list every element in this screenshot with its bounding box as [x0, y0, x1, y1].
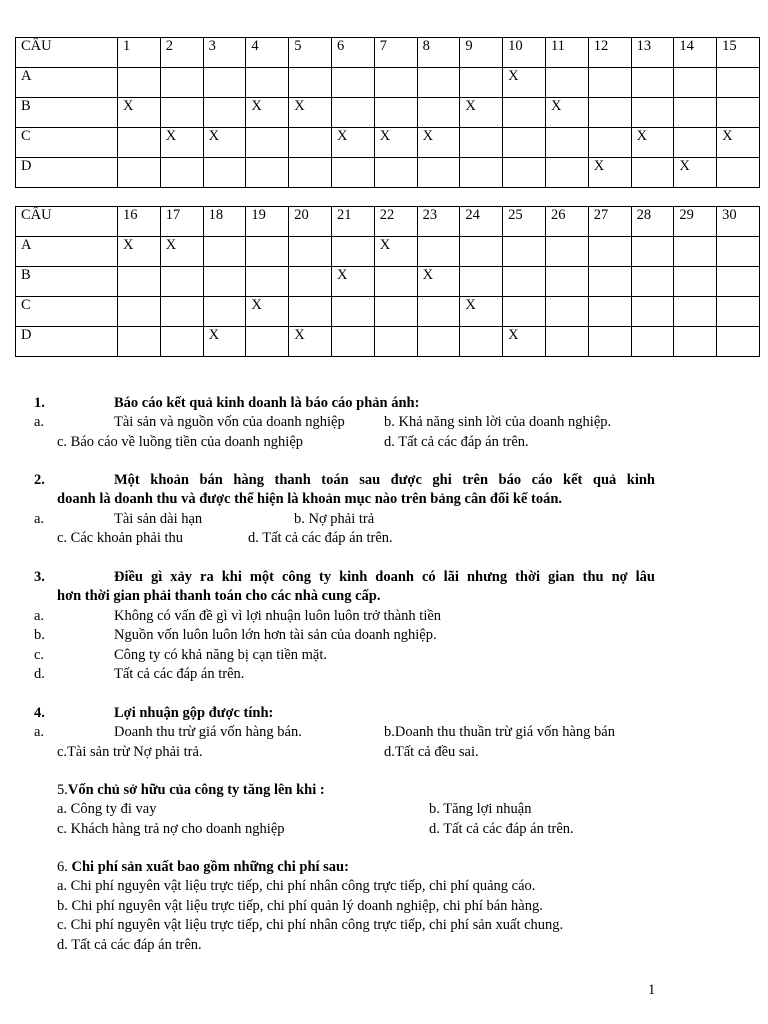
- answer-cell: [289, 158, 332, 188]
- table-row: [16, 98, 760, 128]
- header-cell: CÂU: [16, 207, 118, 237]
- answer-cell: [588, 327, 631, 357]
- option-b: b. Khả năng sinh lời của doanh nghiệp.: [384, 414, 612, 431]
- header-cell: 23: [417, 207, 460, 237]
- question-number: 6.: [57, 859, 68, 875]
- answer-cell: X: [246, 297, 289, 327]
- question-number: 3.: [34, 569, 45, 585]
- row-label-cell: C: [16, 297, 118, 327]
- answer-cell: [588, 98, 631, 128]
- answer-cell: X: [160, 237, 203, 267]
- answer-cell: X: [460, 297, 503, 327]
- header-cell: 30: [717, 207, 760, 237]
- answer-cell: [331, 297, 374, 327]
- table-row: [16, 68, 760, 98]
- header-cell: 25: [503, 207, 546, 237]
- answer-cell: [203, 158, 246, 188]
- question-5: [0, 781, 768, 839]
- row-label-cell: A: [16, 237, 118, 267]
- option-a: a. Chi phí nguyên vật liệu trực tiếp, chi phí nhân công trực tiếp, chi phí quảng cáo.: [57, 878, 536, 895]
- answer-cell: [545, 158, 588, 188]
- header-cell: 6: [331, 38, 374, 68]
- option-d: d. Tất cả các đáp án trên.: [57, 936, 202, 953]
- answer-cell: [289, 68, 332, 98]
- question-heading: [57, 781, 325, 800]
- option-c: c. Báo cáo về luồng tiền của doanh nghiệp: [57, 433, 304, 450]
- answer-cell: [503, 158, 546, 188]
- answer-cell: X: [674, 158, 717, 188]
- answer-cell: [118, 158, 161, 188]
- answer-cell: [545, 327, 588, 357]
- question-2: [0, 471, 768, 549]
- answer-cell: [289, 267, 332, 297]
- question-1: [0, 394, 768, 452]
- answer-cell: [203, 68, 246, 98]
- table-row: [16, 237, 760, 267]
- answer-cell: [674, 98, 717, 128]
- answer-cell: [631, 158, 674, 188]
- answer-cell: [460, 267, 503, 297]
- table-header-row: [16, 207, 760, 237]
- answer-cell: [289, 297, 332, 327]
- row-label-cell: C: [16, 128, 118, 158]
- header-cell: 2: [160, 38, 203, 68]
- answer-cell: [160, 297, 203, 327]
- question-text: Lợi nhuận gộp được tính:: [114, 705, 274, 721]
- answer-cell: [374, 68, 417, 98]
- answer-cell: [460, 237, 503, 267]
- option-a: a. Công ty đi vay: [57, 801, 157, 818]
- answer-cell: [246, 267, 289, 297]
- answer-cell: X: [503, 327, 546, 357]
- answer-cell: X: [118, 98, 161, 128]
- answer-table-2: [15, 206, 760, 357]
- answer-cell: [717, 327, 760, 357]
- answer-cell: [331, 158, 374, 188]
- answer-cell: [503, 237, 546, 267]
- answer-cell: [160, 327, 203, 357]
- option-d: Tất cả các đáp án trên.: [114, 665, 245, 682]
- answer-cell: X: [246, 98, 289, 128]
- answer-cell: [203, 267, 246, 297]
- answer-cell: [246, 68, 289, 98]
- header-cell: 11: [545, 38, 588, 68]
- header-cell: CÂU: [16, 38, 118, 68]
- question-number: 2.: [34, 472, 45, 488]
- option-label: a.: [34, 724, 45, 741]
- answer-cell: [331, 68, 374, 98]
- header-cell: 12: [588, 38, 631, 68]
- answer-cell: [160, 68, 203, 98]
- header-cell: 9: [460, 38, 503, 68]
- row-label-cell: A: [16, 68, 118, 98]
- answer-cell: [674, 327, 717, 357]
- answer-cell: [717, 237, 760, 267]
- answer-cell: [631, 98, 674, 128]
- question-text-line-1: Điều gì xảy ra khi một công ty kinh doanh có lãi nhưng thời gian thu nợ lâu: [114, 569, 655, 585]
- answer-cell: [631, 267, 674, 297]
- answer-cell: [717, 267, 760, 297]
- answer-cell: [631, 237, 674, 267]
- answer-cell: X: [545, 98, 588, 128]
- option-b: b. Nợ phải trả: [294, 510, 375, 527]
- answer-cell: [674, 237, 717, 267]
- question-3: [0, 568, 768, 684]
- option-d: d. Tất cả các đáp án trên.: [429, 820, 574, 837]
- table-row: [16, 297, 760, 327]
- answer-cell: [545, 297, 588, 327]
- option-label: a.: [34, 510, 45, 527]
- answer-cell: [588, 237, 631, 267]
- header-cell: 22: [374, 207, 417, 237]
- answer-cell: [331, 237, 374, 267]
- question-text-line-2: doanh là doanh thu và được thể hiện là khoản mục nào trên bảng cân đối kế toán.: [57, 491, 563, 508]
- row-label-cell: D: [16, 158, 118, 188]
- answer-cell: [118, 297, 161, 327]
- answer-cell: [460, 327, 503, 357]
- answer-cell: [460, 68, 503, 98]
- option-a: Tài sản dài hạn: [114, 510, 203, 527]
- answer-cell: [631, 327, 674, 357]
- page-number: 1: [648, 982, 656, 998]
- answer-cell: [417, 327, 460, 357]
- answer-cell: [717, 297, 760, 327]
- header-cell: 15: [717, 38, 760, 68]
- answer-cell: X: [160, 128, 203, 158]
- answer-cell: [631, 297, 674, 327]
- answer-cell: X: [203, 327, 246, 357]
- answer-cell: X: [417, 267, 460, 297]
- table-row: [16, 327, 760, 357]
- answer-cell: [289, 237, 332, 267]
- answer-cell: [588, 68, 631, 98]
- question-6: [0, 858, 768, 955]
- option-c: c.Tài sản trừ Nợ phải trả.: [57, 743, 203, 760]
- question-number: 5.: [57, 782, 68, 798]
- question-number: 4.: [34, 705, 45, 721]
- answer-cell: X: [460, 98, 503, 128]
- table-row: [16, 158, 760, 188]
- answer-cell: X: [289, 98, 332, 128]
- answer-cell: [460, 158, 503, 188]
- answer-cell: [503, 128, 546, 158]
- answer-cell: [417, 68, 460, 98]
- answer-cell: [545, 68, 588, 98]
- answer-cell: [374, 267, 417, 297]
- header-cell: 8: [417, 38, 460, 68]
- option-label: b.: [34, 627, 45, 644]
- answer-cell: [674, 297, 717, 327]
- option-c: Công ty có khả năng bị cạn tiền mặt.: [114, 646, 328, 663]
- answer-cell: [588, 128, 631, 158]
- header-cell: 29: [674, 207, 717, 237]
- header-cell: 28: [631, 207, 674, 237]
- header-cell: 26: [545, 207, 588, 237]
- header-cell: 3: [203, 38, 246, 68]
- option-c: c. Các khoản phải thu: [57, 530, 184, 547]
- header-cell: 19: [246, 207, 289, 237]
- option-d: d. Tất cả các đáp án trên.: [384, 433, 529, 450]
- answer-cell: [417, 237, 460, 267]
- answer-cell: [246, 237, 289, 267]
- header-cell: 5: [289, 38, 332, 68]
- header-cell: 13: [631, 38, 674, 68]
- answer-cell: [331, 327, 374, 357]
- answer-cell: [717, 68, 760, 98]
- answer-cell: [203, 98, 246, 128]
- answer-cell: [246, 327, 289, 357]
- answer-cell: [160, 98, 203, 128]
- answer-cell: [118, 128, 161, 158]
- row-label-cell: B: [16, 98, 118, 128]
- answer-cell: [118, 267, 161, 297]
- header-cell: 20: [289, 207, 332, 237]
- question-text-line-1: Một khoản bán hàng thanh toán sau được ghi trên báo cáo kết quả kinh: [114, 472, 655, 488]
- table-row: [16, 267, 760, 297]
- answer-cell: [417, 158, 460, 188]
- option-d: d.Tất cả đều sai.: [384, 743, 479, 760]
- option-b: Nguồn vốn luôn luôn lớn hơn tài sản của doanh nghiệp.: [114, 627, 437, 644]
- answer-cell: [588, 267, 631, 297]
- answer-cell: [503, 267, 546, 297]
- answer-cell: X: [118, 237, 161, 267]
- answer-cell: [674, 128, 717, 158]
- answer-cell: [203, 237, 246, 267]
- row-label-cell: B: [16, 267, 118, 297]
- option-label: d.: [34, 665, 45, 682]
- answer-cell: X: [374, 128, 417, 158]
- answer-cell: [674, 267, 717, 297]
- question-heading: [57, 858, 349, 877]
- answer-cell: [674, 68, 717, 98]
- question-text: Chi phí sản xuất bao gồm những chi phí sau:: [71, 859, 349, 875]
- answer-cell: [203, 297, 246, 327]
- answer-cell: [374, 158, 417, 188]
- table-header-row: [16, 38, 760, 68]
- header-cell: 27: [588, 207, 631, 237]
- header-cell: 21: [331, 207, 374, 237]
- answer-cell: [545, 267, 588, 297]
- question-text: Báo cáo kết quả kinh doanh là báo cáo phản ánh:: [114, 395, 420, 411]
- header-cell: 1: [118, 38, 161, 68]
- table-row: [16, 128, 760, 158]
- header-cell: 16: [118, 207, 161, 237]
- answer-cell: [246, 128, 289, 158]
- option-d: d. Tất cả các đáp án trên.: [248, 530, 393, 547]
- answer-cell: [588, 297, 631, 327]
- header-cell: 10: [503, 38, 546, 68]
- answer-cell: [289, 128, 332, 158]
- question-number: 1.: [34, 395, 45, 411]
- header-cell: 24: [460, 207, 503, 237]
- answer-table-1: [15, 37, 760, 188]
- header-cell: 7: [374, 38, 417, 68]
- answer-cell: [374, 297, 417, 327]
- option-c: c. Chi phí nguyên vật liệu trực tiếp, chi phí nhân công trực tiếp, chi phí sản xuất chung.: [57, 917, 564, 934]
- option-b: b.Doanh thu thuần trừ giá vốn hàng bán: [384, 724, 615, 741]
- option-label: a.: [34, 607, 45, 624]
- answer-cell: [160, 158, 203, 188]
- answer-cell: [717, 98, 760, 128]
- answer-cell: [246, 158, 289, 188]
- answer-cell: [460, 128, 503, 158]
- answer-cell: [118, 327, 161, 357]
- option-label: c.: [34, 646, 45, 663]
- option-b: b. Tăng lợi nhuận: [429, 801, 532, 818]
- option-c: c. Khách hàng trả nợ cho doanh nghiệp: [57, 820, 285, 837]
- answer-cell: X: [331, 267, 374, 297]
- option-label: a.: [34, 414, 45, 431]
- option-a: Doanh thu trừ giá vốn hàng bán.: [114, 724, 302, 741]
- answer-cell: [631, 68, 674, 98]
- option-a: Tài sản và nguồn vốn của doanh nghiệp: [114, 414, 345, 431]
- answer-cell: [545, 128, 588, 158]
- answer-cell: [417, 98, 460, 128]
- answer-cell: X: [203, 128, 246, 158]
- question-4: [0, 704, 768, 762]
- answer-cell: [717, 158, 760, 188]
- header-cell: 14: [674, 38, 717, 68]
- answer-cell: [503, 98, 546, 128]
- answer-cell: [118, 68, 161, 98]
- answer-cell: [374, 327, 417, 357]
- answer-cell: [417, 297, 460, 327]
- header-cell: 17: [160, 207, 203, 237]
- header-cell: 4: [246, 38, 289, 68]
- answer-cell: X: [289, 327, 332, 357]
- answer-cell: [545, 237, 588, 267]
- answer-cell: X: [331, 128, 374, 158]
- answer-cell: [374, 98, 417, 128]
- answer-cell: X: [631, 128, 674, 158]
- answer-cell: [331, 98, 374, 128]
- answer-cell: X: [503, 68, 546, 98]
- question-text: Vốn chủ sở hữu của công ty tăng lên khi :: [67, 782, 325, 798]
- answer-cell: X: [374, 237, 417, 267]
- answer-cell: X: [417, 128, 460, 158]
- header-cell: 18: [203, 207, 246, 237]
- option-b: b. Chi phí nguyên vật liệu trực tiếp, chi phí quản lý doanh nghiệp, chi phí bán hàng.: [57, 897, 543, 914]
- answer-cell: [160, 267, 203, 297]
- row-label-cell: D: [16, 327, 118, 357]
- option-a: Không có vấn đề gì vì lợi nhuận luôn luôn trở thành tiền: [114, 607, 442, 624]
- answer-cell: X: [717, 128, 760, 158]
- answer-cell: [503, 297, 546, 327]
- question-text-line-2: hơn thời gian phải thanh toán cho các nhà cung cấp.: [57, 588, 381, 605]
- answer-cell: X: [588, 158, 631, 188]
